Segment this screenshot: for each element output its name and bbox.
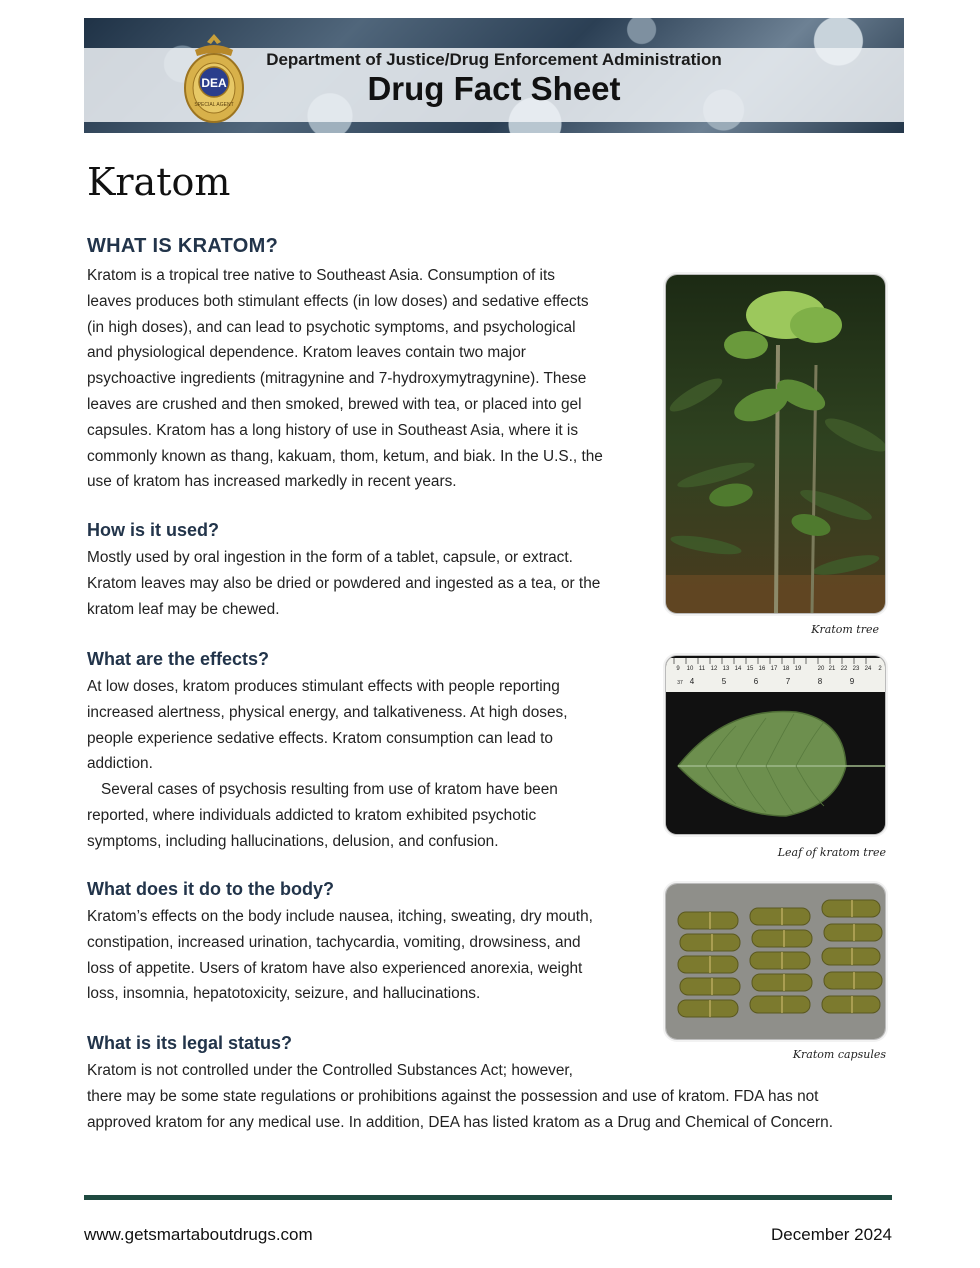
ruler-label: 9 (676, 666, 680, 672)
ruler-label: 12 (710, 666, 718, 672)
ruler-label: 2 (878, 666, 882, 672)
kratom-leaf-caption: Leaf of kratom tree (777, 846, 886, 859)
footer-date: December 2024 (771, 1225, 892, 1244)
ruler-label: 37 (677, 680, 683, 686)
text-line: leaves are crushed and then smoked, brewed with tea, or placed into gel (87, 395, 582, 413)
fact-sheet-title: Drug Fact Sheet (367, 70, 621, 107)
text-line: Mostly used by oral ingestion in the form of a tablet, capsule, or extract. (87, 549, 573, 566)
ruler-label: 10 (686, 666, 694, 672)
badge-subtext: SPECIAL AGENT (194, 102, 234, 108)
ruler-label: 9 (849, 677, 855, 686)
text-line: kratom leaf may be chewed. (87, 600, 280, 618)
text-line: Kratom leaves may also be dried or powdered and ingested as a tea, or the (87, 574, 601, 592)
section-body-body (87, 904, 593, 1007)
kratom-tree-photo (665, 274, 886, 614)
text-line: addiction. (87, 755, 153, 773)
ruler-label: 15 (746, 666, 754, 672)
text-line: people experience sedative effects. Kratom consumption can lead to (87, 729, 553, 747)
ruler-label: 22 (840, 666, 848, 672)
kratom-leaf-photo (665, 655, 886, 835)
ruler-label: 19 (794, 666, 802, 672)
kratom-tree-caption: Kratom tree (811, 623, 879, 636)
ruler-label: 24 (864, 666, 872, 672)
footer-rule (84, 1195, 892, 1200)
text-line: loss of appetite. Users of kratom have also experienced anorexia, weight (87, 959, 583, 977)
section-heading-legal: What is its legal status? (87, 1033, 293, 1053)
text-line: approved kratom for any medical use. In addition, DEA has listed kratom as a Drug and Chemical of Concern. (87, 1113, 833, 1131)
text-line: Kratom is not controlled under the Controlled Substances Act; however, (87, 1062, 573, 1079)
ruler-label: 11 (698, 666, 706, 672)
text-line: symptoms, including hallucinations, delusion, and confusion. (87, 832, 499, 850)
ruler-label: 4 (689, 677, 695, 686)
ruler-label: 23 (852, 666, 860, 672)
footer-website-link[interactable]: www.getsmartaboutdrugs.com (84, 1225, 313, 1244)
ruler-label: 20 (817, 666, 825, 672)
text-line: constipation, increased urination, tachycardia, vomiting, drowsiness, and (87, 933, 581, 951)
text-line: (in high doses), and can lead to psychotic symptoms, and psychological (87, 318, 576, 336)
kratom-tree-image (666, 275, 885, 613)
ruler-label: 21 (828, 666, 836, 672)
kratom-capsules-image (666, 884, 885, 1039)
text-line: use of kratom has increased markedly in recent years. (87, 473, 457, 491)
ruler-label: 18 (782, 666, 790, 672)
ruler-label: 13 (722, 666, 730, 672)
section-body-what-is (87, 263, 603, 495)
kratom-leaf-image (666, 656, 885, 834)
text-line: Several cases of psychosis resulting from use of kratom have been (101, 781, 558, 799)
text-line: commonly known as thang, kakuam, thom, ketum, and biak. In the U.S., the (87, 447, 603, 465)
section-heading-what-is: WHAT IS KRATOM? (87, 235, 279, 257)
ruler-label: 16 (758, 666, 766, 672)
ruler-label: 14 (734, 666, 742, 672)
section-heading-body: What does it do to the body? (87, 879, 334, 899)
ruler-label: 7 (785, 677, 791, 686)
ruler-label: 6 (753, 677, 759, 686)
ruler-label: 5 (721, 677, 727, 686)
agency-name: Department of Justice/Drug Enforcement Administration (266, 50, 722, 69)
text-line: Kratom’s effects on the body include nausea, itching, sweating, dry mouth, (87, 908, 593, 925)
text-line: psychoactive ingredients (mitragynine and 7-hydroxymytragynine). These (87, 370, 587, 388)
text-line: increased alertness, physical energy, and talkativeness. At high doses, (87, 703, 568, 721)
text-line: there may be some state regulations or prohibitions against the possession and use of kratom. FDA has not (87, 1087, 819, 1105)
text-line: capsules. Kratom has a long history of use in Southeast Asia, where it is (87, 421, 579, 439)
page-title: Kratom (87, 160, 231, 204)
section-body-effects (87, 674, 568, 855)
section-heading-effects: What are the effects? (87, 649, 270, 669)
kratom-capsules-caption: Kratom capsules (792, 1048, 886, 1061)
text-line: Kratom is a tropical tree native to Southeast Asia. Consumption of its (87, 267, 555, 284)
text-line: reported, where individuals addicted to kratom exhibited psychotic (87, 806, 537, 824)
text-line: loss, insomnia, hepatotoxicity, seizure, and hallucinations. (87, 985, 481, 1003)
text-line: leaves produces both stimulant effects (in low doses) and sedative effects (87, 292, 589, 310)
section-heading-how-used: How is it used? (87, 520, 220, 540)
kratom-capsules-photo (665, 883, 886, 1040)
section-body-legal (87, 1058, 833, 1135)
text-line: At low doses, kratom produces stimulant effects with people reporting (87, 678, 560, 695)
section-body-how-used (87, 545, 600, 622)
text-line: and physiological dependence. Kratom leaves contain two major (87, 344, 526, 362)
dea-badge-icon (181, 30, 247, 126)
header-banner (84, 18, 904, 133)
badge-text: DEA (201, 76, 227, 90)
ruler-label: 8 (817, 677, 823, 686)
ruler-label: 17 (770, 666, 778, 672)
